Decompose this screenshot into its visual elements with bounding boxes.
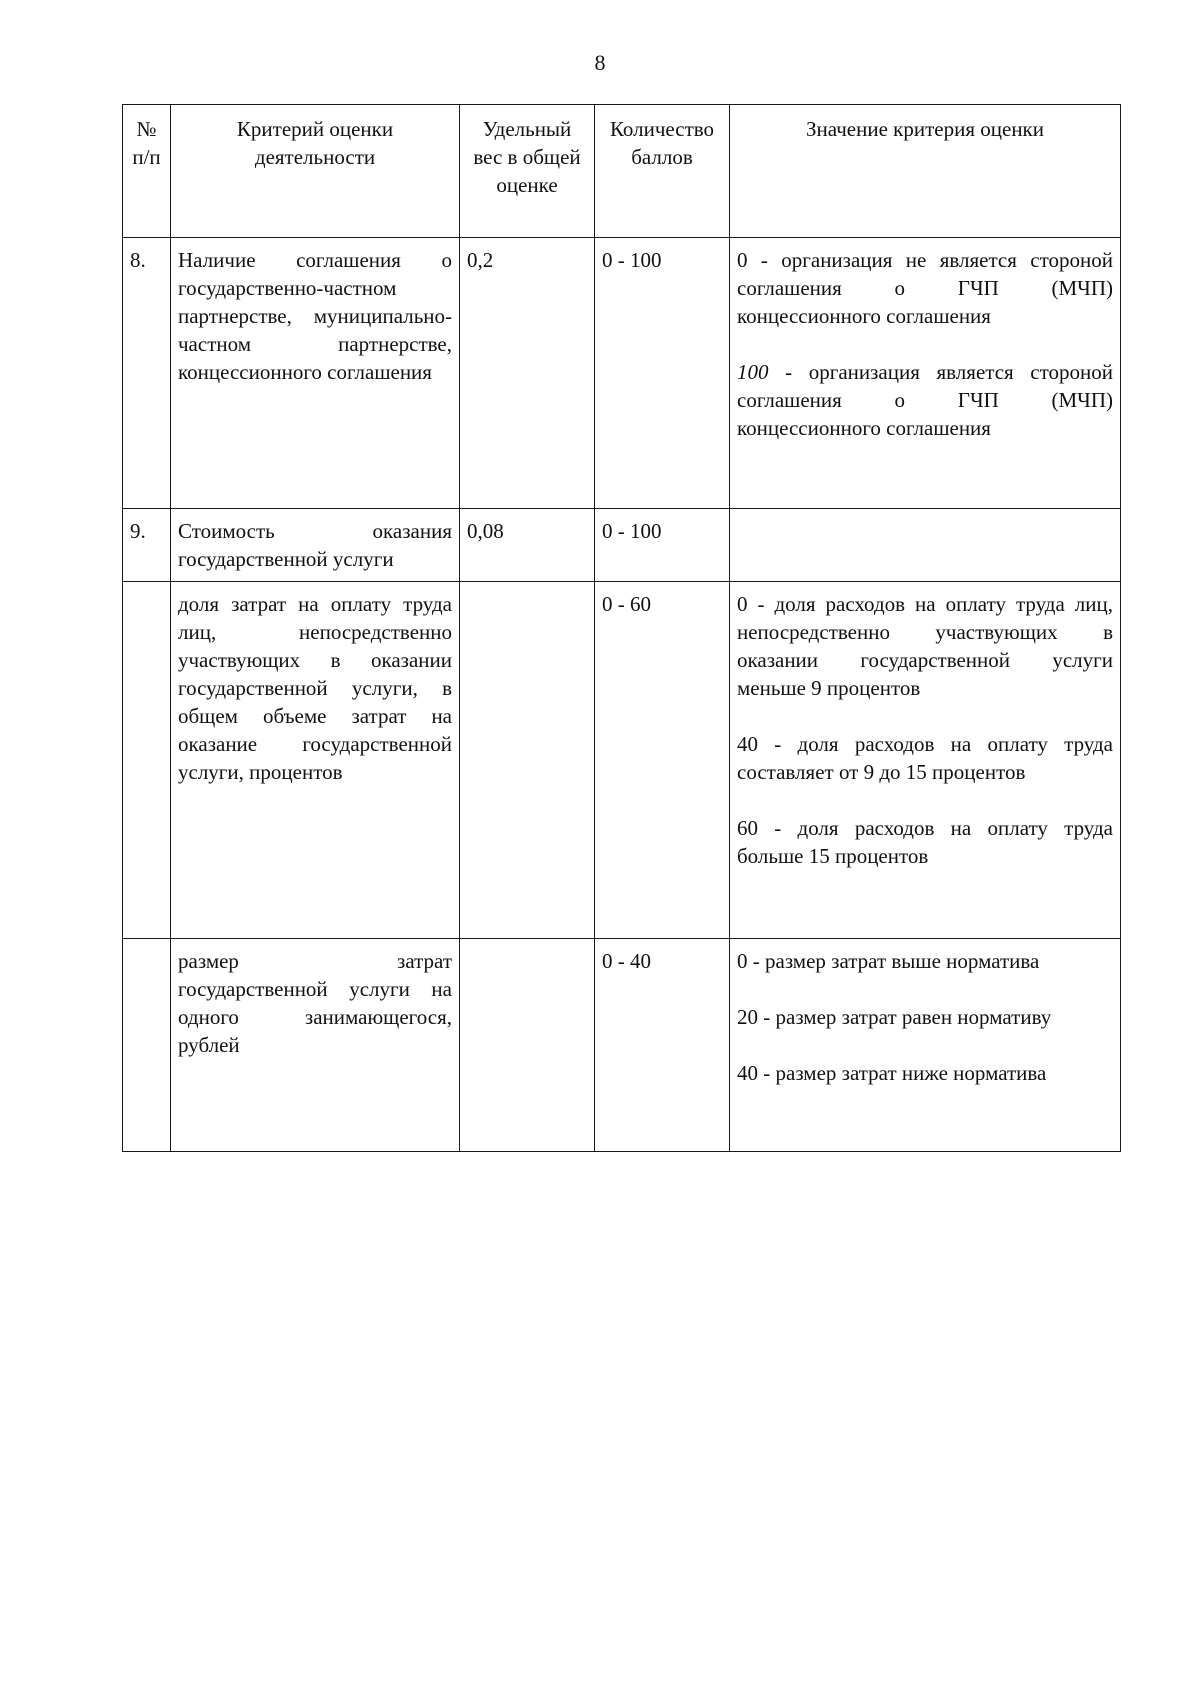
criteria-table (122, 104, 1121, 1152)
row-criterion: размер затрат государственной услуги на одного занимающегося, рублей (171, 939, 460, 1152)
header-value: Значение критерия оценки (730, 105, 1121, 238)
table-row (123, 509, 1121, 582)
table-row (123, 939, 1121, 1152)
header-number: № п/п (123, 105, 171, 238)
row-criterion: доля затрат на оплату труда лиц, непосредственно участвующих в оказании государственной услуги, в общем объеме затрат на оказание государственной услуги, процентов (171, 582, 460, 939)
row-value (730, 582, 1121, 939)
value-item: 40 - размер затрат ниже норматива (737, 1061, 1047, 1085)
row-weight: 0,08 (460, 509, 595, 582)
value-item: 40 - доля расходов на оплату труда составляет от 9 до 15 процентов (737, 732, 1113, 784)
row-weight (460, 939, 595, 1152)
row-value (730, 238, 1121, 509)
table-row (123, 238, 1121, 509)
row-criterion: Стоимость оказания государственной услуги (171, 509, 460, 582)
value-item: 0 - размер затрат выше норматива (737, 949, 1040, 973)
row-score: 0 - 60 (595, 582, 730, 939)
value-item: 0 - доля расходов на оплату труда лиц, непосредственно участвующих в оказании государственной услуги меньше 9 процентов (737, 592, 1113, 700)
row-criterion: Наличие соглашения о государственно-частном партнерстве, муниципально-частном партнерстве, концессионного соглашения (171, 238, 460, 509)
row-score: 0 - 100 (595, 509, 730, 582)
header-criterion: Критерий оценки деятельности (171, 105, 460, 238)
row-weight (460, 582, 595, 939)
value-item: 100 - организация является стороной соглашения о ГЧП (МЧП) концессионного соглашения (737, 360, 1113, 440)
row-number: 9. (123, 509, 171, 582)
table-row (123, 582, 1121, 939)
value-item: 0 - организация не является стороной соглашения о ГЧП (МЧП) концессионного соглашения (737, 248, 1113, 328)
value-item: 60 - доля расходов на оплату труда больше 15 процентов (737, 816, 1113, 868)
row-score: 0 - 40 (595, 939, 730, 1152)
row-number (123, 582, 171, 939)
row-number: 8. (123, 238, 171, 509)
header-score: Количество баллов (595, 105, 730, 238)
row-score: 0 - 100 (595, 238, 730, 509)
table-header-row (123, 105, 1121, 238)
page-number: 8 (594, 50, 606, 75)
row-number (123, 939, 171, 1152)
row-value (730, 939, 1121, 1152)
value-item: 20 - размер затрат равен нормативу (737, 1005, 1052, 1029)
header-weight: Удельный вес в общей оценке (460, 105, 595, 238)
row-value (730, 509, 1121, 582)
row-weight: 0,2 (460, 238, 595, 509)
